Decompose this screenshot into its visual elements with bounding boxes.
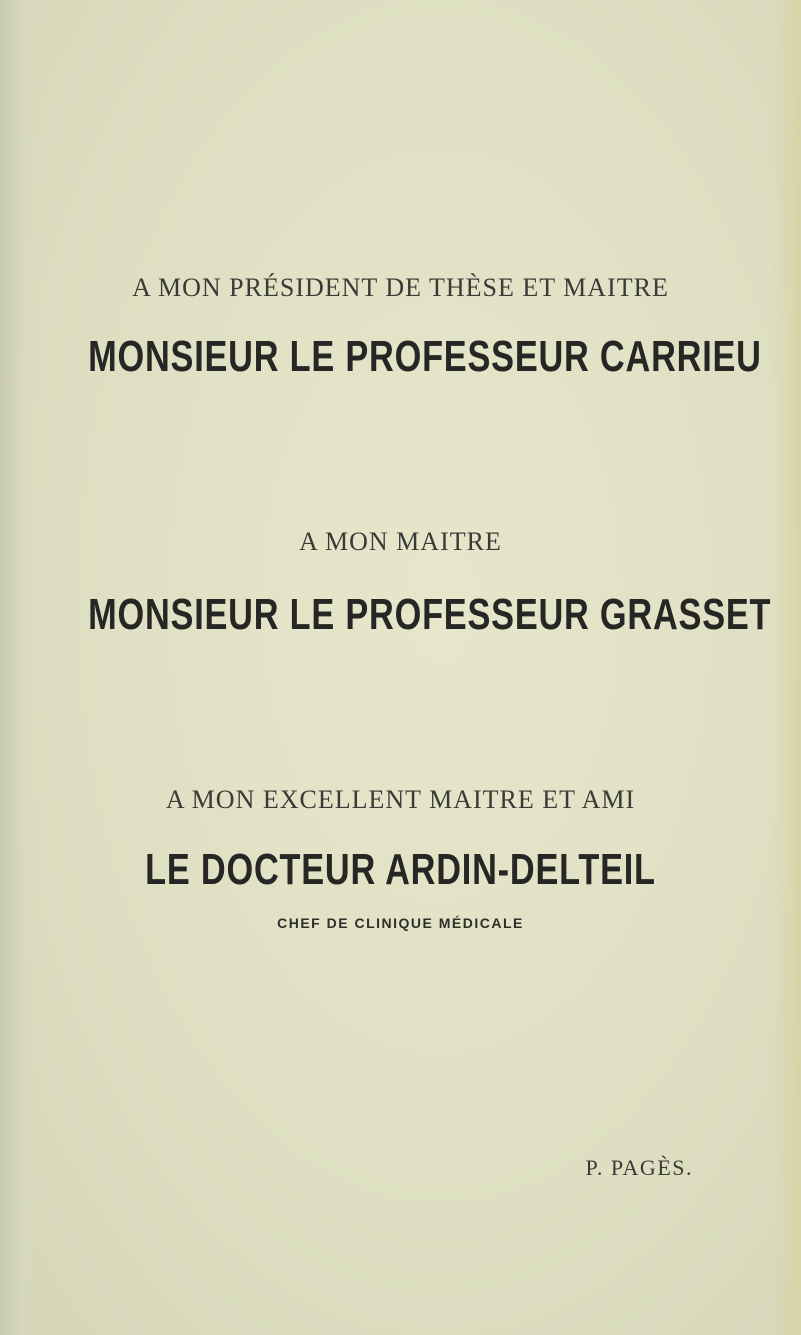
dedication-1-heading: A MON PRÉSIDENT DE THÈSE ET MAITRE: [132, 273, 669, 302]
author-signature: P. PAGÈS.: [585, 1155, 693, 1180]
dedication-1-name: MONSIEUR LE PROFESSEUR CARRIEU: [88, 332, 762, 381]
dedication-2-heading: A MON MAITRE: [299, 527, 502, 556]
dedication-3-title: CHEF DE CLINIQUE MÉDICALE: [277, 915, 524, 931]
dedication-3-name: LE DOCTEUR ARDIN-DELTEIL: [145, 845, 656, 894]
page-left-edge-shadow: [0, 0, 38, 1335]
dedication-3-heading: A MON EXCELLENT MAITRE ET AMI: [165, 785, 636, 814]
dedication-2-name: MONSIEUR LE PROFESSEUR GRASSET: [88, 590, 772, 639]
page-right-edge-stain: [771, 0, 801, 1335]
